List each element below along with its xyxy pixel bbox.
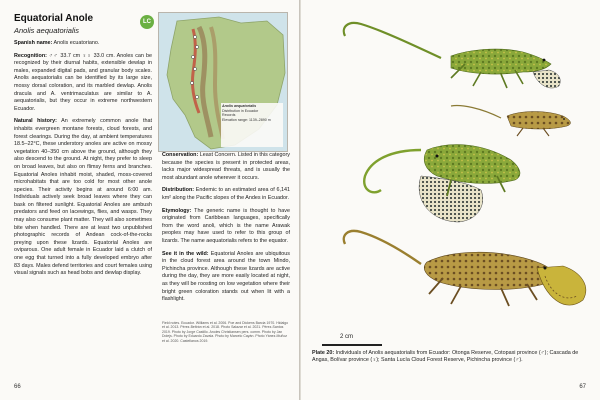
page-number-left: 66 xyxy=(14,384,21,390)
lizard-female-angas xyxy=(451,106,570,137)
scale-label: 2 cm xyxy=(340,334,354,340)
etymology-para xyxy=(162,208,290,246)
plate-caption xyxy=(312,350,586,365)
spanish-value: Anolis ecuatoriano. xyxy=(52,40,100,46)
ecuador-map-graphic xyxy=(159,13,287,151)
map-legend xyxy=(222,104,271,122)
lc-badge: LC xyxy=(140,15,154,29)
lizard-male-green xyxy=(364,145,520,222)
see-in-wild-label: See it in the wild: xyxy=(162,250,209,257)
recognition-para xyxy=(14,53,152,114)
map-legend-line: Distribution in Ecuador xyxy=(222,108,259,113)
see-in-wild-para xyxy=(162,251,290,304)
scale-bar xyxy=(322,344,382,346)
recognition-label: Recognition: xyxy=(14,52,47,59)
spanish-name-para xyxy=(14,40,152,48)
right-column xyxy=(162,152,290,309)
conservation-text: Least Concern. Listed in this category because the species is present in protected areas, lacks major widespread threats, and is usually the most abundant anole wherever it occurs. xyxy=(162,152,290,181)
conservation-label: Conservation: xyxy=(162,152,199,158)
right-page xyxy=(301,0,600,400)
left-page xyxy=(0,0,299,400)
scientific-name: Anolis aequatorialis xyxy=(14,26,80,35)
page-number-right: 67 xyxy=(579,384,586,390)
natural-history-label: Natural history: xyxy=(14,118,57,125)
distribution-map xyxy=(158,12,288,152)
species-title: Equatorial Anole xyxy=(14,13,94,24)
plate-text: Individuals of Anolis aequatorialis from Ecuador: Otonga Reserve, Cotopaxi province (♂); Cascada de Angas, Bolívar province (♀); Santa Lucía Cloud Forest Reserve, Pichincha province (♂). xyxy=(312,350,579,364)
reference-notes: Field notes. Ecuador. Williams et al. 2006. Poe and Dickens Barcia 1970. Hidalgo et al. 2013. Pérez-Beltrán et al. 2018. Photo Salazar et al. 2021. Pérez-Santos 2019. Photo by Jorge Castillo. Anoles Christiansen pers. comm. Photo by Jan Dolejs. Photo by Eduardo Zavala. Photo by Marcelo Cayán. Photo Yánez-Muñoz et al. 2020. Castellanos 2019. xyxy=(162,321,289,343)
plate-label: Plate 20: xyxy=(312,350,335,356)
distribution-label: Distribution: xyxy=(162,187,195,194)
spanish-label: Spanish name: xyxy=(14,40,53,46)
lizard-male-otonga xyxy=(344,23,560,88)
distribution-text: Endemic to an estimated area of 6,141 km² along the Pacific slopes of the Andes in Ecuador. xyxy=(162,187,290,201)
recognition-text: ♂♂ 33.7 cm ♀♀ 33.0 cm. Anoles can be recognized by their diurnal habits, extensible dewlap in males, expanded digital pads, and granular body scales. Anolis aequatorialis can be identified by its large size, mossy dorsal coloration, and its marbled dewlap. Anolis dracula and A. ventrimaculatus are similar to A. aequatorialis, but they occur in extreme northwestern Ecuador. xyxy=(14,52,152,112)
natural-history-text: An extremely common anole that inhabits evergreen montane forests, cloud forests, and forest clearings. During the day, at ambient temperatures 18.5–22°C, these understory anoles are active on mossy vegetation 40–350 cm above the ground, although they also descend to the ground. At night, they prefer to sleep on broad leaves, but also on flimsy ferns and branches. Equatorial Anoles inhabit moist, shaded, moss-covered microhabitats that are too cold for most other anole species. Their activity begins at around 6:00 am. Individuals actively seek broad leaves where they can bask on filtered sunlight. Equatorial Anoles are ambush predators and feed on lacewings, flies, and wasps. They may also consume plant matter. They will also sometimes bite when handled. There are at least two unpublished photographic records of Andean cock-of-the-rocks preying upon these lizards. Equatorial Anoles are oviparous. One adult female in Ecuador laid a clutch of one egg that turned into a fully developed embryo after 83 days. Males defend territories and court females using visual signals such as head bobs and dewlap display. xyxy=(14,118,152,277)
distribution-para xyxy=(162,187,290,202)
etymology-text: The generic name is thought to have originated from Caribbean languages, specifically from the word anoli, which is the name Arawak peoples may have used to refer to this group of lizards. The name aequatorialis refers to the equator. xyxy=(162,207,290,244)
map-legend-line: Records xyxy=(222,113,236,118)
lizard-male-santa-lucia xyxy=(344,231,586,306)
etymology-label: Etymology: xyxy=(162,207,192,214)
lizard-plate-illustration xyxy=(301,0,600,340)
conservation-para xyxy=(162,152,290,182)
left-column xyxy=(14,40,152,283)
see-in-wild-text: Equatorial Anoles are ubiquitous in the cloud forest area around the town Mindo, Pichincha province. Although these lizards are active during the day, they are more easily located at night, as they will be roosting on low vegetation where their bright green coloration stands out when lit with a flashlight. xyxy=(162,250,290,303)
natural-history-para xyxy=(14,118,152,277)
map-legend-title: Anolis aequatorialis xyxy=(222,104,257,108)
map-legend-line: Elevation range: 1139–2890 m xyxy=(222,117,271,122)
